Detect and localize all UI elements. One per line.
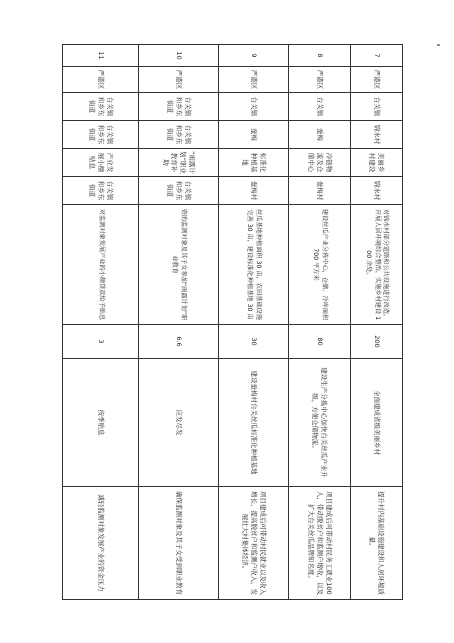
cell-outcome: 项目建成后可带动村民务工就业100人，带动脱贫户和监测户增收，以及扩大台关丝瓜品牌知名度。 bbox=[289, 487, 351, 600]
cell-district: 严港区 bbox=[63, 67, 139, 93]
cell-district: 严港区 bbox=[289, 67, 351, 93]
cell-benefit: 按季贴息 bbox=[63, 359, 139, 487]
cell-project: 台关镇和乡东街道 bbox=[139, 177, 219, 205]
cell-project: 蚕梅村 bbox=[219, 177, 289, 205]
cell-outcome: 确保监测对象及其子女受到职业教育 bbox=[139, 487, 219, 600]
cell-district: 严港区 bbox=[139, 67, 219, 93]
cell-town: 台关镇和乡东街道 bbox=[63, 93, 139, 121]
cell-town: 台关镇和乡东街道 bbox=[139, 93, 219, 121]
project-table bbox=[62, 44, 403, 600]
cell-village: 锦水村 bbox=[351, 121, 403, 149]
table-row-7 bbox=[351, 45, 403, 600]
table-row-10 bbox=[139, 45, 219, 600]
cell-type: 冷链物流及仓储中心 bbox=[289, 149, 351, 177]
cell-type: 产业发展小额贴息 bbox=[63, 149, 139, 177]
cell-town: 台关镇 bbox=[219, 93, 289, 121]
cell-no: 11 bbox=[63, 45, 139, 67]
cell-outcome: 项目建成后可带动村民就业以及收入增长，提高脱贫户和监测户收入，发展壮大村集体经济。 bbox=[219, 487, 289, 600]
table-row-8 bbox=[289, 45, 351, 600]
rotated-table bbox=[63, 44, 403, 599]
table-row-9 bbox=[219, 45, 289, 600]
cell-project: 蚕梅村 bbox=[289, 177, 351, 205]
cell-no: 7 bbox=[351, 45, 403, 67]
cell-district: 严港区 bbox=[351, 67, 403, 93]
cell-district: 严港区 bbox=[219, 67, 289, 93]
cell-amount: 6.6 bbox=[139, 325, 219, 359]
cell-amount: 200 bbox=[351, 325, 403, 359]
cell-village: 蚕梅 bbox=[219, 121, 289, 149]
scan-speck bbox=[437, 44, 440, 46]
cell-amount: 30 bbox=[219, 325, 289, 359]
cell-no: 9 bbox=[219, 45, 289, 67]
cell-town: 台关镇 bbox=[351, 93, 403, 121]
cell-village: 蚕梅 bbox=[289, 121, 351, 149]
table-row-11 bbox=[63, 45, 139, 600]
cell-type: 标准化种植基地 bbox=[219, 149, 289, 177]
cell-benefit: 建设生产分拣中心加快台关丝瓜产业升级，方便仓储物流。 bbox=[289, 359, 351, 487]
cell-type: 美丽乡村建设 bbox=[351, 149, 403, 177]
cell-content: 对监测对象发展产业的小额贷款给予贴息 bbox=[63, 205, 139, 325]
cell-content: 建设丝瓜产业分拣中心，仓储、冷库面积 700 平方米 bbox=[289, 205, 351, 325]
cell-village: 台关镇和乡东街道 bbox=[63, 121, 139, 149]
cell-project: 锦水村 bbox=[351, 177, 403, 205]
cell-amount: 3 bbox=[63, 325, 139, 359]
cell-type: “雨露计划”职业教育补助 bbox=[139, 149, 219, 177]
rotated-table-frame bbox=[63, 44, 403, 599]
cell-content: 丝瓜基地种植面积 30 亩，农田基础设施完善 30 亩，建设标准化种植基地 30 亩 bbox=[219, 205, 289, 325]
cell-town: 台关镇 bbox=[289, 93, 351, 121]
cell-amount: 80 bbox=[289, 325, 351, 359]
cell-content: 对锦水村部分道路和公共设施进行改造，开展人居环境综合整治，实施乡村建设 100 余处。 bbox=[351, 205, 403, 325]
cell-no: 8 bbox=[289, 45, 351, 67]
cell-benefit: 应发尽发 bbox=[139, 359, 219, 487]
cell-outcome: 提升村内基础设施建设和人居环境质量。 bbox=[351, 487, 403, 600]
cell-village: 台关镇和乡东街道 bbox=[139, 121, 219, 149]
cell-benefit: 全面建成省级美丽乡村 bbox=[351, 359, 403, 487]
cell-content: 资助监测对象及其子女参加“雨露计划”职业教育 bbox=[139, 205, 219, 325]
cell-outcome: 减轻监测对象发展产业的资金压力 bbox=[63, 487, 139, 600]
cell-project: 台关镇和乡东街道 bbox=[63, 177, 139, 205]
cell-no: 10 bbox=[139, 45, 219, 67]
cell-benefit: 建设蚕梅村台关丝瓜标准化种植基地 bbox=[219, 359, 289, 487]
